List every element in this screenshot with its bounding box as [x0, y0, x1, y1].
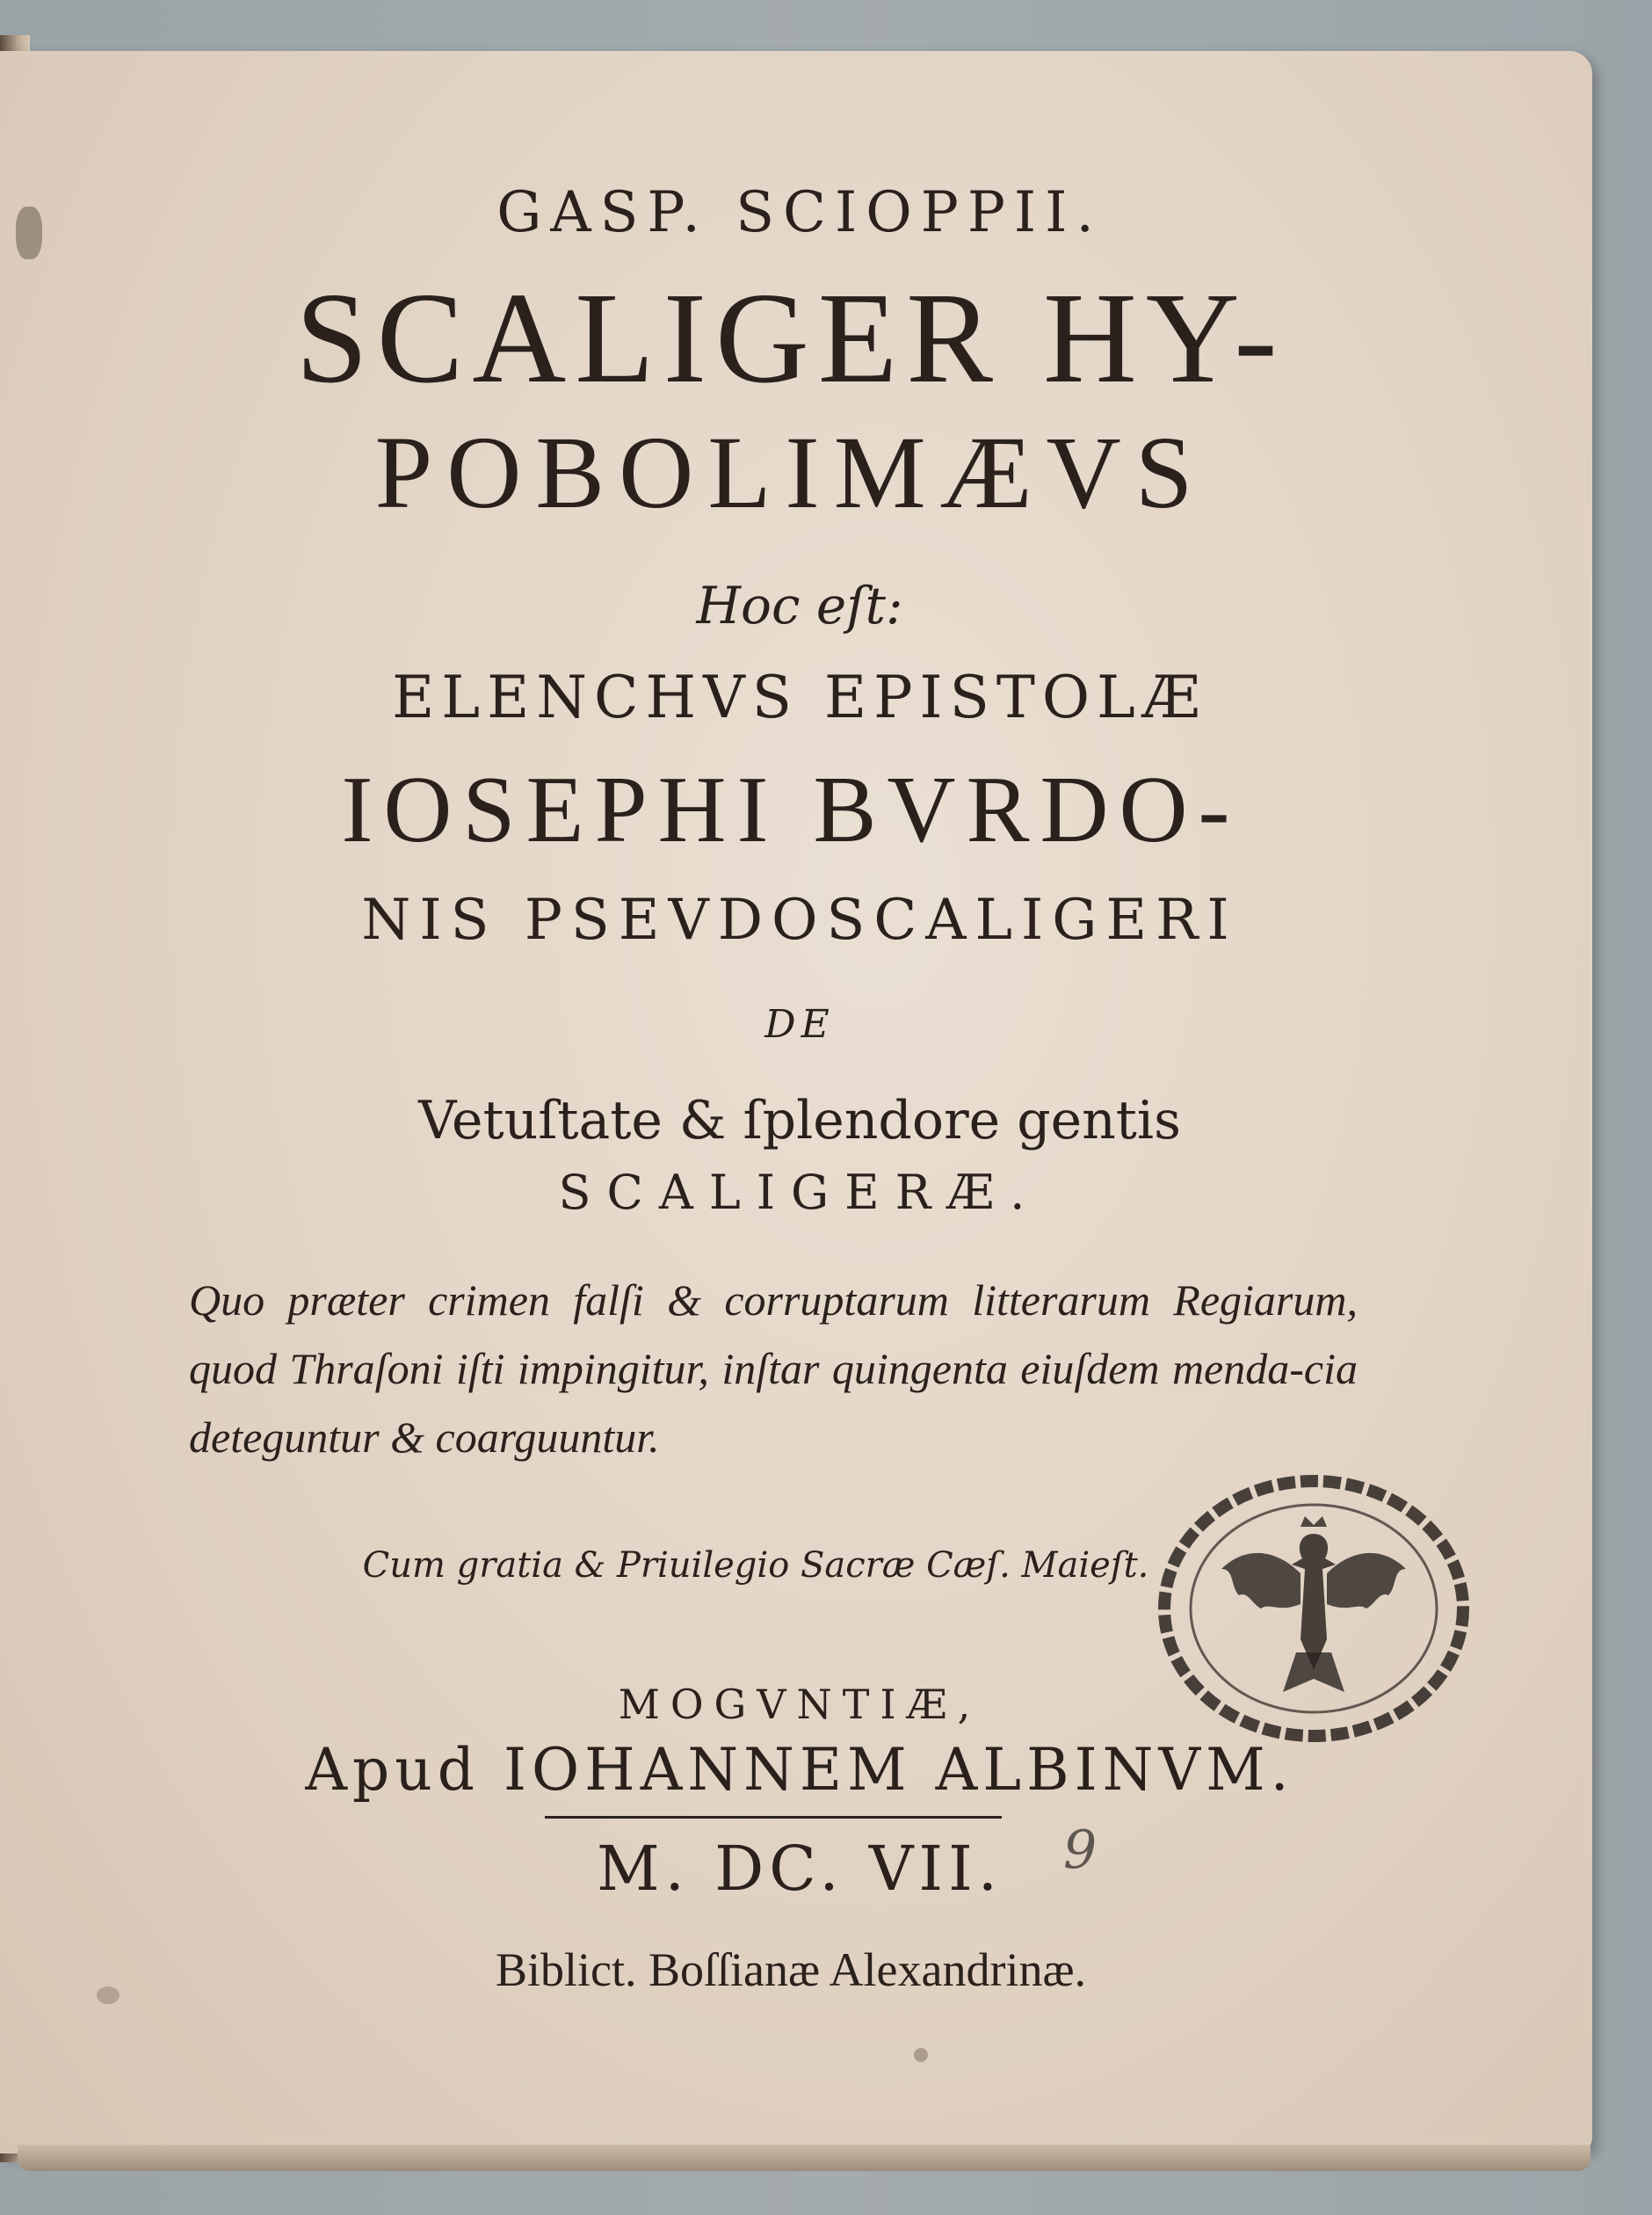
subject-line-2: SCALIGERÆ.	[558, 1165, 1041, 1220]
hoc-est-line: Hoc eſt:	[696, 576, 903, 635]
title-line-1: SCALIGER HY-	[295, 266, 1286, 410]
imprint-printer: Apud IOHANNEM ALBINVM.	[305, 1736, 1294, 1804]
description-paragraph: Quo præter crimen falſi & corruptarum litterarum Regiarum, quod Thraſoni iſti impingitur, inſtar quingenta eiuſdem menda-cia deteguntur & coarguuntur.	[189, 1275, 1358, 1462]
author-line: GASP. SCIOPPII.	[496, 180, 1103, 245]
page-edges	[18, 2145, 1590, 2171]
subtitle-line-2: IOSEPHI BVRDO-	[341, 758, 1241, 862]
pencil-mark: 9	[1063, 1819, 1098, 1881]
imprint-date: M. DC. VII.	[597, 1833, 1003, 1905]
privilege-line: Cum gratia & Priuilegio Sacræ Cæſ. Maieſt.	[362, 1545, 1149, 1586]
divider-rule	[545, 1816, 1002, 1819]
subtitle-line-1: ELENCHVS EPISTOLÆ	[392, 664, 1207, 731]
imprint-city: MOGVNTIÆ,	[618, 1681, 982, 1728]
foxing-spot	[914, 2048, 928, 2062]
library-ownership-mark: Biblict. Boſſianæ Alexandrinæ.	[496, 1943, 1086, 1996]
subject-line-1: Vetuſtate & ſplendore gentis	[418, 1090, 1181, 1151]
subtitle-line-3: NIS PSEVDOSCALIGERI	[361, 888, 1238, 953]
de-line: DE	[764, 1002, 835, 1047]
foxing-spot	[16, 207, 42, 259]
foxing-spot	[97, 1986, 120, 2004]
title-line-2: POBOLIMÆVS	[374, 415, 1207, 530]
